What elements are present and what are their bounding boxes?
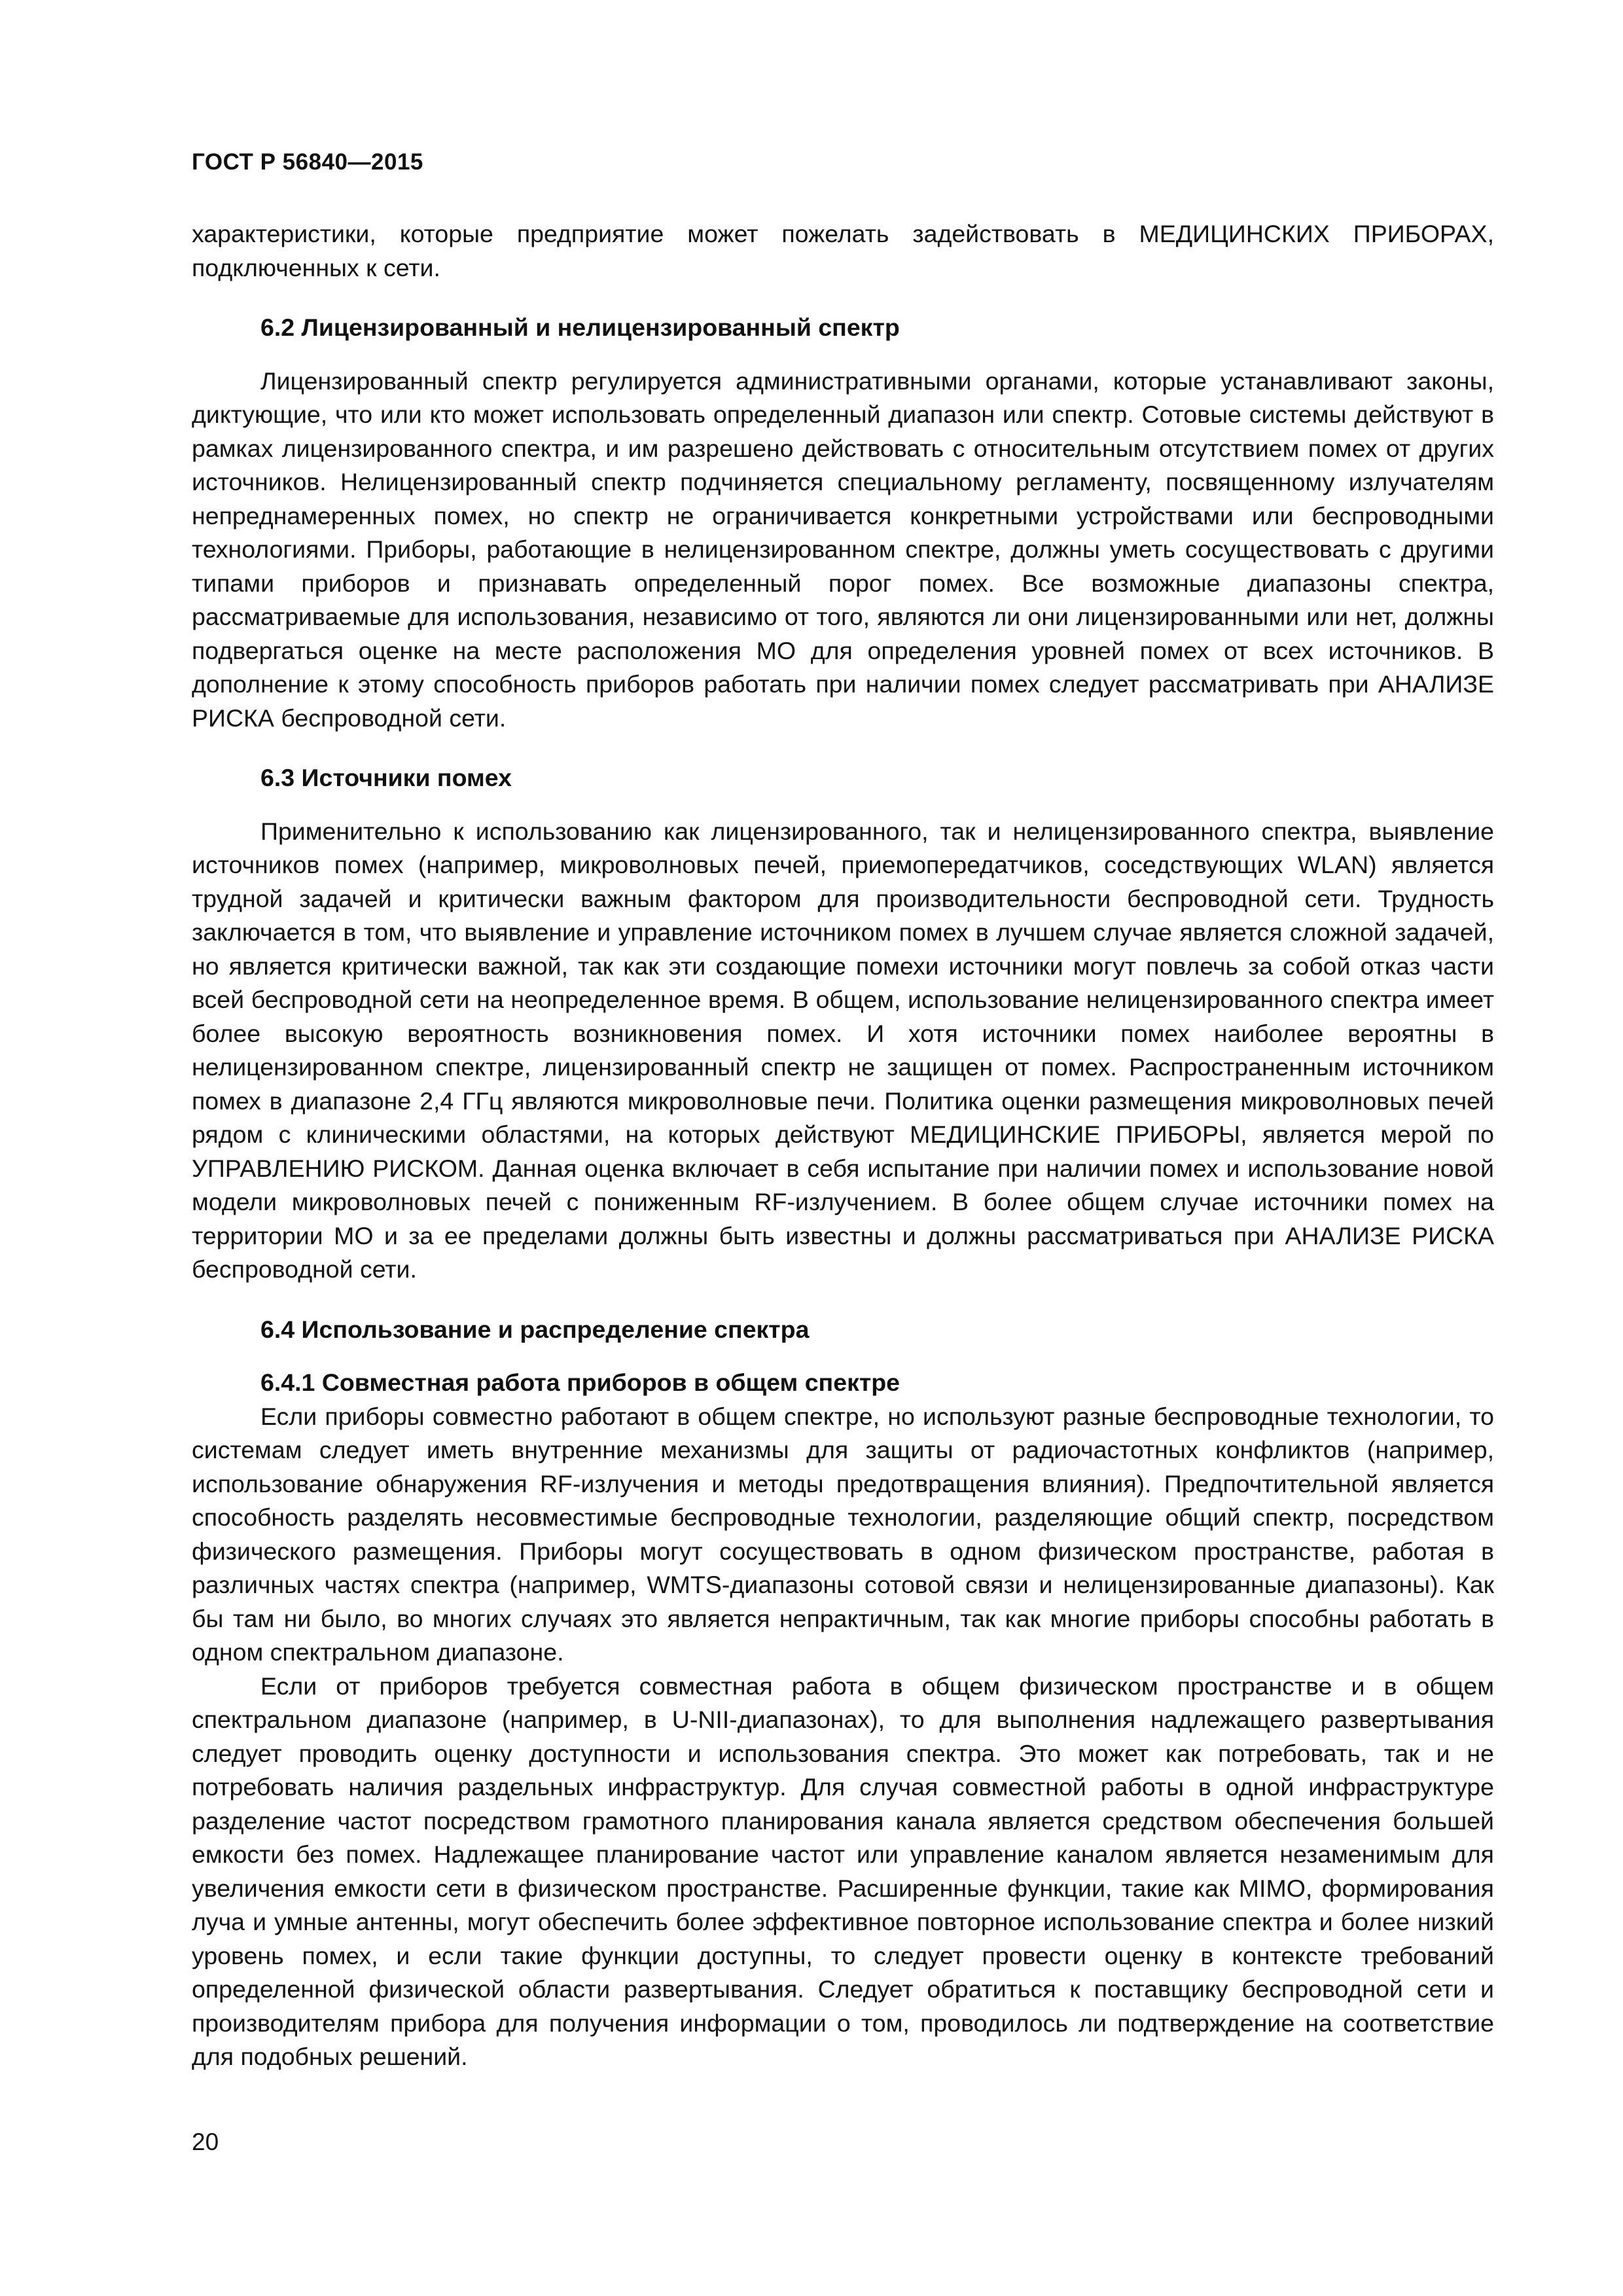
section-6-2-paragraph: Лицензированный спектр регулируется административными органами, которые устанавливают законы, диктующие, что или кто может использовать определенный диапазон или спектр. Сотовые системы действуют в рамках лицензированного спектра, и им разрешено действовать с относительным отсутствием помех от других источников. Нелицензированный спектр подчиняется специальному регламенту, посвященному излучателям непреднамеренных помех, но спектр не ограничивается конкретными устройствами или беспроводными технологиями. Приборы, работающие в нелицензированном спектре, должны уметь сосуществовать с другими типами приборов и признавать определенный порог помех. Все возможные диапазоны спектра, рассматриваемые для использования, независимо от того, являются ли они лицензированными или нет, должны подвергаться оценке на месте расположения МО для определения уровней помех от всех источников. В дополнение к этому способность приборов работать при наличии помех следует рассматривать при АНАЛИЗЕ РИСКА беспроводной сети. xyxy=(192,367,1494,732)
section-6-4-1-paragraph-1: Если приборы совместно работают в общем спектре, но используют разные беспроводные технологии, то системам следует иметь внутренние механизмы для защиты от радиочастотных конфликтов (например, использование обнаружения RF-излучения и методы предотвращения влияния). Предпочтительной является способность разделять несовместимые беспроводные технологии, разделяющие общий спектр, посредством физического размещения. Приборы могут сосуществовать в одном физическом пространстве, работая в различных частях спектра (например, WMTS-диапазоны сотовой связи и нелицензированные диапазоны). Как бы там ни было, во многих случаях это является непрактичным, так как многие приборы способны работать в одном спектральном диапазоне. xyxy=(192,1402,1494,1666)
section-6-3-heading: 6.3 Источники помех xyxy=(260,764,512,791)
section-6-2-heading: 6.2 Лицензированный и нелицензированный спектр xyxy=(260,314,900,341)
document-header: ГОСТ Р 56840—2015 xyxy=(192,149,423,175)
continuation-paragraph: характеристики, которые предприятие может пожелать задействовать в МЕДИЦИНСКИХ ПРИБОРАХ, подключенных к сети. xyxy=(192,220,1494,281)
section-6-4-heading: 6.4 Использование и распределение спектра xyxy=(260,1315,810,1343)
section-6-3-paragraph: Применительно к использованию как лицензированного, так и нелицензированного спектра, выявление источников помех (например, микроволновых печей, приемопередатчиков, соседствующих WLAN) является трудной задачей и критически важным фактором для производительности беспроводной сети. Трудность заключается в том, что выявление и управление источником помех в лучшем случае является сложной задачей, но является критически важной, так как эти создающие помехи источники могут повлечь за собой отказ части всей беспроводной сети на неопределенное время. В общем, использование нелицензированного спектра имеет более высокую вероятность возникновения помех. И хотя источники помех наиболее вероятны в нелицензированном спектре, лицензированный спектр не защищен от помех. Распространенным источником помех в диапазоне 2,4 ГГц являются микроволновые печи. Политика оценки размещения микроволновых печей рядом с клиническими областями, на которых действуют МЕДИЦИНСКИЕ ПРИБОРЫ, является мерой по УПРАВЛЕНИЮ РИСКОМ. Данная оценка включает в себя испытание при наличии помех и использование новой модели микроволновых печей с пониженным RF-излучением. В более общем случае источники помех на территории МО и за ее пределами должны быть известны и должны рассматриваться при АНАЛИЗЕ РИСКА беспроводной сети. xyxy=(192,817,1494,1283)
section-6-4-1-paragraph-2: Если от приборов требуется совместная работа в общем физическом пространстве и в общем спектральном диапазоне (например, в U-NII-диапазонах), то для выполнения надлежащего развертывания следует проводить оценку доступности и использования спектра. Это может как потребовать, так и не потребовать наличия раздельных инфраструктур. Для случая совместной работы в одной инфраструктуре разделение частот посредством грамотного планирования канала является средством обеспечения большей емкости без помех. Надлежащее планирование частот или управление каналом является незаменимым для увеличения емкости сети в физическом пространстве. Расширенные функции, такие как MIMO, формирования луча и умные антенны, могут обеспечить более эффективное повторное использование спектра и более низкий уровень помех, и если такие функции доступны, то следует провести оценку в контексте требований определенной физической области развертывания. Следует обратиться к поставщику беспроводной сети и производителям прибора для получения информации о том, проводилось ли подтверждение на соответствие для подобных решений. xyxy=(192,1672,1494,2070)
page-number: 20 xyxy=(192,2128,219,2155)
section-6-4-1-heading: 6.4.1 Совместная работа приборов в общем спектре xyxy=(260,1369,900,1396)
document-body xyxy=(192,217,1494,2074)
